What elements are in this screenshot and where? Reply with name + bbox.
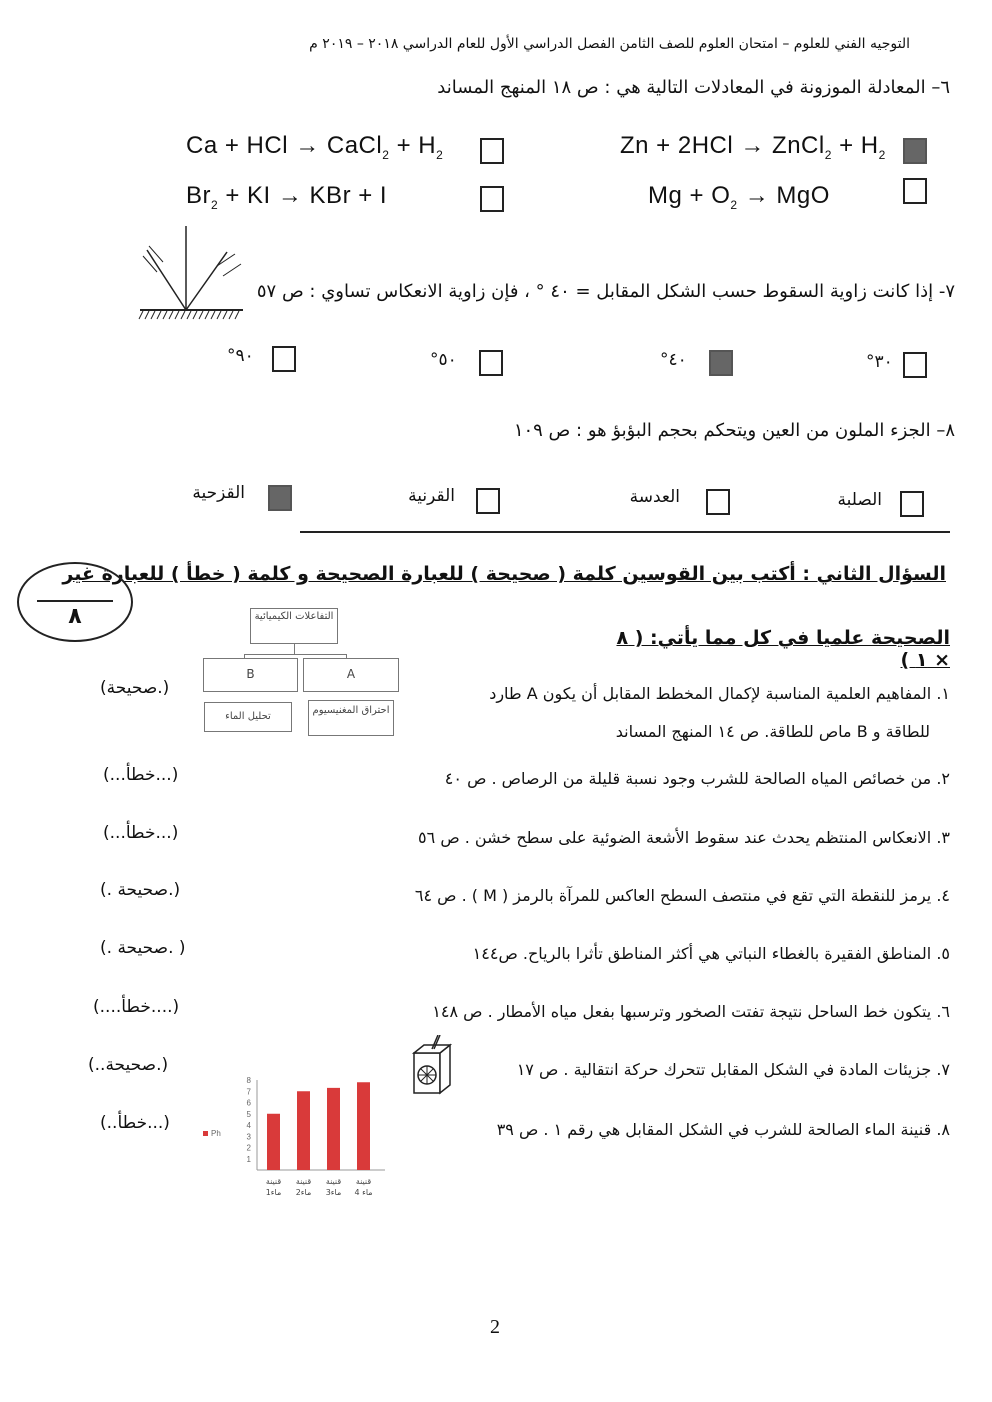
q6-option-3: $Mg + O_2$ → MgO: [648, 182, 830, 212]
chart-legend-label: Ph: [211, 1129, 221, 1138]
chart-y-tick: 8: [246, 1076, 251, 1085]
chart-bar: [297, 1091, 310, 1170]
chart-x-label: قنينة 1ماء: [265, 1177, 282, 1197]
answer-7: (.صحيحة..): [88, 1055, 169, 1075]
q7-checkbox-3[interactable]: [479, 350, 503, 376]
concept-map-b-child: تحليل الماء: [204, 702, 292, 732]
concept-map-connector: [294, 644, 295, 654]
concept-map-top: التفاعلات الكيميائية: [250, 608, 338, 644]
statement-6: ٦. يتكون خط الساحل نتيجة تفتت الصخور وترسبها بفعل مياه الأمطار . ص ١٤٨: [432, 1002, 950, 1021]
q6-option-1: Zn + 2HCl → ZnCl$_2$ + $H_2$: [620, 132, 886, 162]
page-number: 2: [490, 1316, 500, 1338]
q8-option-1: الصلبة: [837, 490, 882, 510]
statement-1-line2: للطاقة و B ماص للطاقة. ص ١٤ المنهج المساند: [615, 722, 930, 741]
q7-text: ٧- إذا كانت زاوية السقوط حسب الشكل المقابل = ٤٠ ° ، فإن زاوية الانعكاس تساوي : ص ٥٧: [256, 281, 955, 302]
answer-3: (...خطأ...): [103, 823, 179, 843]
chart-y-tick: 3: [246, 1132, 251, 1142]
statement-8: ٨. قنينة الماء الصالحة للشرب في الشكل المقابل هي رقم ١ . ص ٣٩: [496, 1120, 950, 1139]
chart-y-tick: 2: [246, 1143, 251, 1153]
chart-x-label: قنينة 3ماء: [325, 1177, 342, 1197]
q7-option-2: °٤٠: [660, 350, 687, 370]
q6-text: ٦– المعادلة الموزونة في المعادلات التالية هي : ص ١٨ المنهج المساند: [437, 77, 950, 98]
reflection-diagram-icon: [135, 226, 250, 326]
statement-4: ٤. يرمز للنقطة التي تقع في منتصف السطح العاكس للمرآة بالرمز ( M ) . ص ٦٤: [414, 886, 950, 905]
q8-text: ٨– الجزء الملون من العين ويتحكم بحجم البؤبؤ هو : ص ١٠٩: [513, 420, 955, 441]
chart-x-label: قنينة 2ماء: [295, 1177, 312, 1197]
section-divider: [300, 531, 950, 533]
chart-bar: [267, 1114, 280, 1170]
q6-checkbox-1[interactable]: [903, 138, 927, 164]
page-header: التوجيه الفني للعلوم – امتحان العلوم للصف الثامن الفصل الدراسي الأول للعام الدراسي ٢٠١٨ – ٢٠١٩ م: [309, 36, 910, 52]
answer-2: (...خطأ...): [103, 765, 179, 785]
chart-y-tick: 7: [246, 1087, 251, 1097]
chart-y-tick: 6: [246, 1098, 251, 1108]
q8-option-4: القزحية: [192, 483, 245, 503]
statement-3: ٣. الانعكاس المنتظم يحدث عند سقوط الأشعة الضوئية على سطح خشن . ص ٥٦: [418, 828, 950, 847]
chart-y-tick: 4: [246, 1121, 251, 1130]
q6-option-2: Ca + HCl → CaCl$_2$ + $H_2$: [186, 132, 444, 162]
chart-y-tick: 5: [246, 1109, 251, 1119]
statement-7: ٧. جزيئات المادة في الشكل المقابل تتحرك حركة انتقالية . ص ١٧: [516, 1060, 950, 1079]
juice-box-icon: [410, 1035, 455, 1095]
q7-option-3: °٥٠: [430, 350, 457, 370]
chart-y-tick: 1: [246, 1154, 251, 1164]
concept-map-a: A: [303, 658, 399, 692]
chart-bar: [357, 1082, 370, 1170]
score-oval: [17, 562, 133, 642]
chart-bar: [327, 1088, 340, 1170]
concept-map-connector-h: [244, 654, 346, 655]
answer-6: (....خطأ....): [93, 997, 180, 1017]
q8-option-2: العدسة: [629, 487, 680, 507]
statement-5: ٥. المناطق الفقيرة بالغطاء النباتي هي أكثر المناطق تأثرا بالرياح. ص١٤٤: [472, 944, 950, 963]
section2-subheading: الصحيحة علميا في كل مما يأتي: ( ٨ × ١ ): [616, 627, 950, 671]
q6-checkbox-4[interactable]: [480, 186, 504, 212]
q8-checkbox-4[interactable]: [268, 485, 292, 511]
q8-checkbox-2[interactable]: [706, 489, 730, 515]
answer-5: ( .صحيحة .): [100, 938, 186, 958]
chart-x-label: قنينة 4 ماء: [354, 1177, 373, 1197]
q7-checkbox-2[interactable]: [709, 350, 733, 376]
q6-checkbox-3[interactable]: [903, 178, 927, 204]
answer-8: (...خطأ..): [100, 1113, 170, 1133]
score-line: [37, 600, 113, 602]
q8-option-3: القرنية: [408, 486, 455, 506]
q8-checkbox-3[interactable]: [476, 488, 500, 514]
q8-checkbox-1[interactable]: [900, 491, 924, 517]
ph-bar-chart: [195, 1068, 390, 1208]
concept-map-a-child: احتراق المغنيسيوم: [308, 700, 394, 736]
q7-option-4: °٩٠: [227, 346, 254, 366]
answer-4: (.صحيحة .): [100, 880, 181, 900]
concept-map-b: B: [203, 658, 298, 692]
q7-option-1: °٣٠: [866, 352, 893, 372]
section2-heading: السؤال الثاني : أكتب بين القوسين كلمة ( صحيحة ) للعبارة الصحيحة و كلمة ( خطأ ) للعبارة غير: [62, 563, 946, 585]
statement-2: ٢. من خصائص المياه الصالحة للشرب وجود نسبة قليلة من الرصاص . ص ٤٠: [444, 769, 950, 788]
chart-legend-swatch: [203, 1131, 208, 1136]
score-value: ٨: [68, 604, 82, 629]
q7-checkbox-4[interactable]: [272, 346, 296, 372]
q7-checkbox-1[interactable]: [903, 352, 927, 378]
answer-1: (.صحيحة): [100, 678, 170, 698]
statement-1: ١. المفاهيم العلمية المناسبة لإكمال المخطط المقابل أن يكون A طارد: [489, 684, 950, 703]
q6-option-4: $Br_2$ + KI → KBr + I: [186, 182, 388, 212]
q6-checkbox-2[interactable]: [480, 138, 504, 164]
